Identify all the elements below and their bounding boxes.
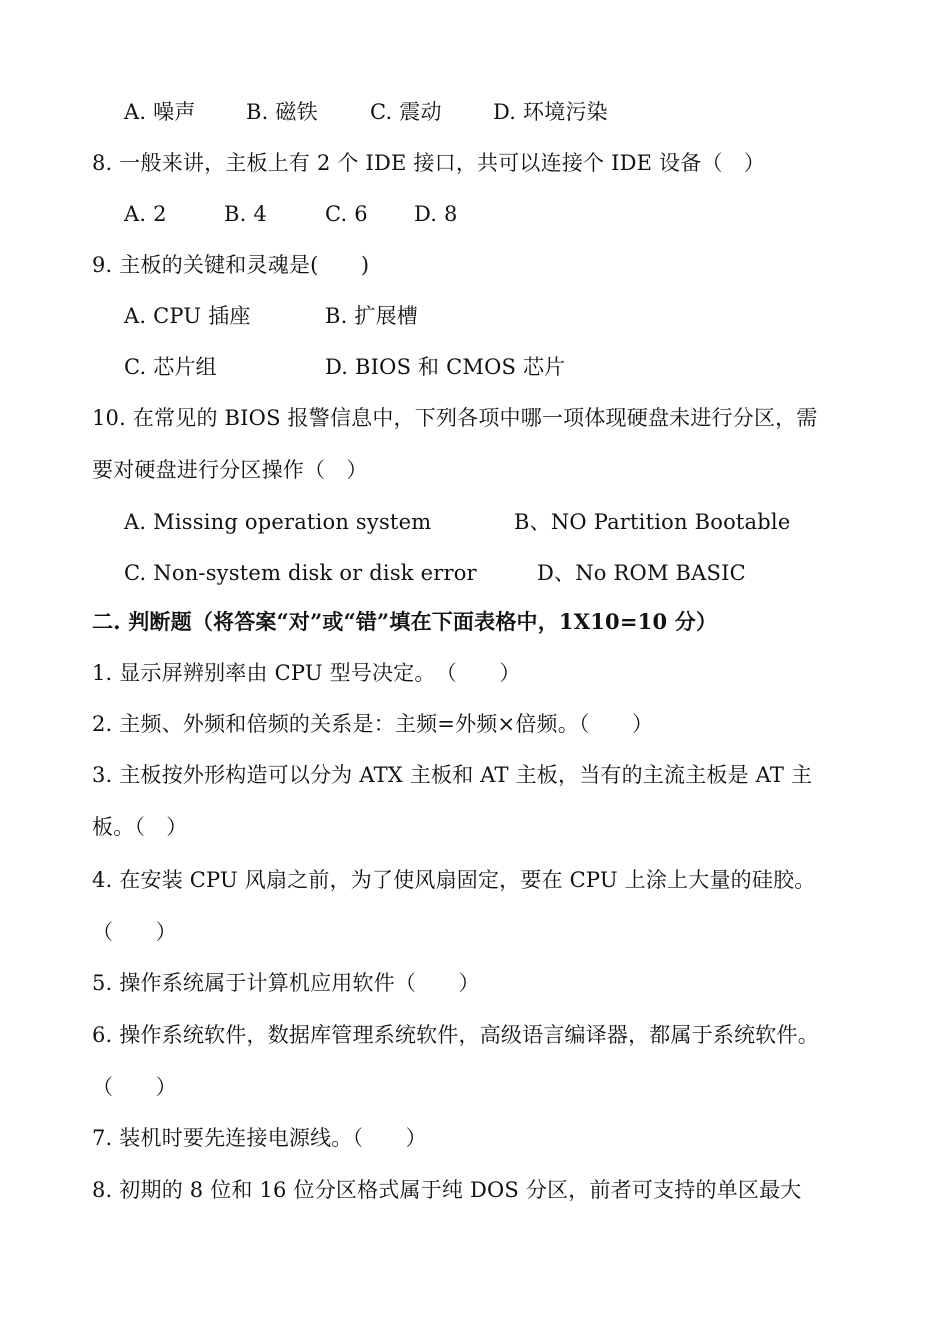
q9-option-c: C. 芯片组 <box>124 355 217 379</box>
q7-option-c: C. 震动 <box>370 100 442 124</box>
q10-option-c: C. Non-system disk or disk error <box>124 561 477 585</box>
q10-option-a: A. Missing operation system <box>124 510 432 534</box>
q8-option-d: D. 8 <box>414 202 458 226</box>
judgment-item-1: 1. 显示屏辨别率由 CPU 型号决定。 （ ） <box>92 661 521 685</box>
judgment-item-3-line1: 3. 主板按外形构造可以分为 ATX 主板和 AT 主板，当有的主流主板是 AT 主 <box>92 763 813 787</box>
q9-option-b: B. 扩展槽 <box>325 304 418 328</box>
judgment-item-3-line2: 板。（ ） <box>92 815 188 839</box>
judgment-item-4-line2: （ ） <box>92 920 177 944</box>
q8-option-c: C. 6 <box>325 202 368 226</box>
q9-options-row1 <box>0 302 950 330</box>
q7-option-b: B. 磁铁 <box>246 100 318 124</box>
judgment-item-4-line1: 4. 在安装 CPU 风扇之前，为了使风扇固定，要在 CPU 上涂上大量的硅胶。 <box>92 868 816 892</box>
q9-option-a: A. CPU 插座 <box>124 304 251 328</box>
judgment-item-6-line2: （ ） <box>92 1075 177 1099</box>
judgment-item-8: 8. 初期的 8 位和 16 位分区格式属于纯 DOS 分区，前者可支持的单区最大 <box>92 1178 802 1202</box>
q10-question-line1: 10. 在常见的 BIOS 报警信息中，下列各项中哪一项体现硬盘未进行分区，需 <box>92 406 818 430</box>
q10-option-d: D、No ROM BASIC <box>537 561 746 585</box>
q10-option-b: B、NO Partition Bootable <box>514 510 791 534</box>
judgment-item-5: 5. 操作系统属于计算机应用软件（ ） <box>92 971 480 995</box>
q8-option-b: B. 4 <box>224 202 267 226</box>
judgment-item-6-line1: 6. 操作系统软件，数据库管理系统软件，高级语言编译器，都属于系统软件。 <box>92 1023 819 1047</box>
q10-options-row2 <box>0 559 950 587</box>
judgment-item-2: 2. 主频、外频和倍频的关系是：主频=外频×倍频。（ ） <box>92 712 654 736</box>
q7-option-d: D. 环境污染 <box>493 100 608 124</box>
q9-question: 9. 主板的关键和灵魂是( ) <box>92 253 370 277</box>
q10-options-row1 <box>0 508 950 536</box>
q9-options-row2 <box>0 353 950 381</box>
q8-option-a: A. 2 <box>124 202 167 226</box>
judgment-item-7: 7. 装机时要先连接电源线。（ ） <box>92 1126 427 1150</box>
q10-question-line2: 要对硬盘进行分区操作（ ） <box>92 458 368 482</box>
q8-options <box>0 200 950 228</box>
q8-question: 8. 一般来讲，主板上有 2 个 IDE 接口，共可以连接个 IDE 设备（ ） <box>92 151 766 175</box>
q7-options <box>0 98 950 126</box>
section2-heading: 二. 判断题（将答案“对”或“错”填在下面表格中，1X10=10 分） <box>92 609 718 634</box>
q9-option-d: D. BIOS 和 CMOS 芯片 <box>325 355 566 379</box>
q7-option-a: A. 噪声 <box>124 100 196 124</box>
